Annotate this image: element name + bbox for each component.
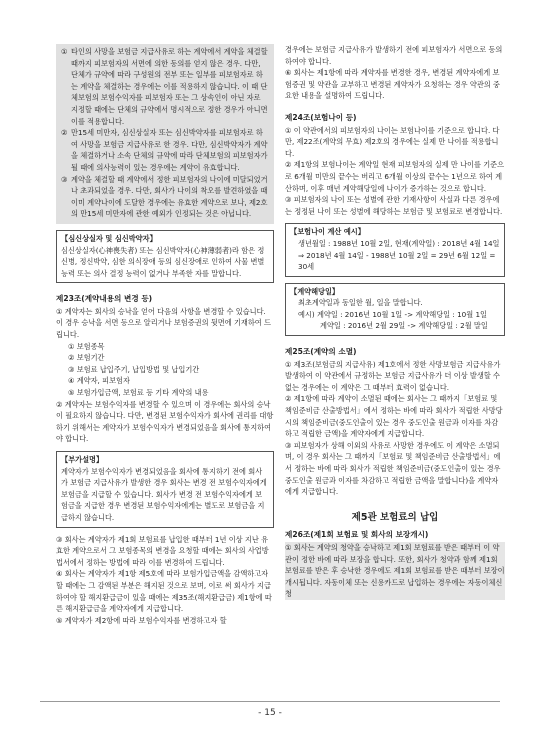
left-column [56, 44, 274, 626]
right-column [285, 44, 505, 600]
page-number: - 15 - [258, 708, 282, 718]
additional-explanation-box [56, 451, 274, 528]
void-condition-3 [61, 174, 269, 220]
article-24-para-3: ③ 피보험자의 나이 또는 성별에 관한 기재사항이 사실과 다른 경우에는 정정된 나이 또는 성별에 해당하는 보험금 및 보험료로 변경합니다. [285, 195, 503, 216]
section-title: 제5관 보험료의 납입 [351, 511, 439, 523]
box-body: 심신상실자(心神喪失者) 또는 심신박약자(心神薄弱者)라 함은 정신병, 정신박약, 심한 의식장애 등의 심신장애로 인하여 사물 변별 능력 또는 의사 결정 능력이 없거나 부족한 자를 말합니다. [61, 245, 265, 278]
item-number: ① [61, 47, 68, 56]
box-line: 예시) 계약일 : 2016년 10월 1일 -> 계약해당일 : 10월 1일 [298, 309, 487, 319]
list-item: ④ 계약자, 피보험자 [68, 376, 130, 386]
void-condition-2 [61, 127, 269, 173]
article-23-para-6: ⑥ 회사는 제1항에 따라 계약자를 변경한 경우, 변경된 계약자에게 보험증권 및 약관을 교부하고 변경된 계약자가 요청하는 경우 약관의 중요한 내용을 설명하여 드립니다. [285, 68, 500, 101]
definition-box [56, 230, 274, 283]
article-26-title: 제26조(제1회 보험료 및 회사의 보장개시) [285, 530, 429, 540]
item-number: ③ [61, 174, 68, 184]
article-25-para-2: ② 제1항에 따라 계약이 소멸된 때에는 회사는 그 때까지「보험료 및 책임준비금 산출방법서」에서 정하는 바에 따라 회사가 적립한 사망당시의 책임준비금(중도인출이 있는 경우 중도인출 원금과 이자를 차감하고 적립한 금액)을 계약자에게 지급합니다. [285, 394, 503, 439]
article-23-para-4: ④ 회사는 계약자가 제1항 제5호에 따라 보험가입금액을 감액하고자 할 때에는 그 감액된 부분은 해지된 것으로 보며, 이로 써 회사가 지급하여야 할 해지환급금이 있을 때에는 제35조(해지환급금) 제1항에 따른 해지환급금을 계약자에게 지급합니다. [56, 569, 272, 614]
void-condition-1 [61, 46, 269, 127]
changeable-items-list [56, 341, 274, 399]
box-line: 계약일 : 2016년 2월 29일 -> 계약해당일 : 2월 말일 [320, 321, 488, 331]
article-24-para-1: ① 이 약관에서의 피보험자의 나이는 보험나이를 기준으로 합니다. 다만, 제22조(계약의 무효) 제2호의 경우에는 실제 만 나이를 적용합니다. [285, 125, 500, 158]
box-line: ⇒ 2018년 4월 14일 - 1988년 10월 2일 = 29년 6월 12일 = 30세 [298, 250, 496, 272]
box-heading: 【심신상실자 및 심신박약자】 [61, 233, 157, 243]
article-23-title: 제23조(계약내용의 변경 등) [56, 294, 153, 304]
article-23-para-3: ③ 회사는 계약자가 제1회 보험료를 납입한 때부터 1년 이상 지난 유효한 계약으로서 그 보험종목의 변경을 요청할 때에는 회사의 사업방법서에서 정하는 방법에 따라 이를 변경하여 드립니다. [56, 534, 269, 567]
article-23-continued: 경우에는 보험금 지급사유가 발생하기 전에 피보험자가 서면으로 동의하여야 합니다. [285, 45, 503, 66]
article-25-para-1: ① 제3조(보험금의 지급사유) 제1호에서 정한 사망보험금 지급사유가 발생하여 이 약관에서 규정하는 보험금 지급사유가 더 이상 발생할 수 없는 경우에는 이 계약은 그 때부터 효력이 없습니다. [285, 359, 501, 392]
list-item: ③ 보험료 납입주기, 납입방법 및 납입기간 [68, 364, 200, 374]
void-conditions-block [56, 44, 274, 224]
article-23-para-2: ② 계약자는 보험수익자를 변경할 수 있으며 이 경우에는 회사의 승낙이 필요하지 않습니다. 다만, 변경된 보험수익자가 회사에 권리를 대항하기 위해서는 계약자가 보험수익자가 변경되었음을 회사에 통지하여야 합니다. [56, 399, 274, 444]
age-calculation-box [285, 223, 505, 276]
article-23-para-1: ① 계약자는 회사의 승낙을 얻어 다음의 사항을 변경할 수 있습니다. 이 경우 승낙을 서면 등으로 알리거나 보험증권의 뒷면에 기재하여 드립니다. [56, 306, 271, 340]
article-25-title: 제25조(계약의 소멸) [285, 347, 357, 357]
list-item: ① 보험종목 [68, 341, 105, 351]
box-heading: 【보험나이 계산 예시】 [290, 227, 365, 237]
article-23-para-5: ⑤ 계약자가 제2항에 따라 보험수익자를 변경하고자 할 [56, 615, 227, 625]
article-24-para-2: ② 제1항의 보험나이는 계약일 현재 피보험자의 실제 만 나이를 기준으로 6개월 미만의 끝수는 버리고 6개월 이상의 끝수는 1년으로 하여 계산하며, 이후 매년 계약해당일에 나이가 증가하는 것으로 합니다. [285, 160, 505, 193]
contract-anniversary-box [285, 283, 505, 336]
item-text: 타인의 사망을 보험금 지급사유로 하는 계약에서 계약을 체결할 때까지 피보험자의 서면에 의한 동의를 얻지 않은 경우. 다만, 단체가 규약에 따라 구성원의 전부 또는 일부를 피보험자로 하는 계약을 체결하는 경우에는 이를 적용하지 않습니다. 이 때 단체보험의 보험수익자를 피보험자 또는 그 상속인이 아닌 자로 지정할 때에는 단체의 규약에서 명시적으로 정한 경우가 아니면 이를 적용합니다. [71, 47, 268, 126]
list-item: ⑤ 보험가입금액, 보험료 등 기타 계약의 내용 [68, 388, 209, 398]
list-item: ② 보험기간 [68, 353, 105, 363]
article-26-para-1: ① 회사는 계약의 청약을 승낙하고 제1회 보험료를 받은 때부터 이 약관이 정한 바에 따라 보장을 합니다. 또한, 회사가 청약과 함께 제1회 보험료를 받은 후 승낙한 경우에도 제1회 보험료를 받은 때부터 보장이 개시됩니다. 자동이체 또는 신용카드로 납입하는 경우에는 자동이체신청 [285, 542, 505, 599]
box-line: 최초계약일과 동일한 월, 일을 말합니다. [298, 298, 423, 308]
article-24-title: 제24조(보험나이 등) [285, 112, 357, 122]
article-25-para-3: ③ 피보험자가 상해 이외의 사유로 사망한 경우에도 이 계약은 소멸되며, 이 경우 회사는 그 때까지「보험료 및 책임준비금 산출방법서」에서 정하는 바에 따라 회사가 적립한 책임준비금(중도인출이 있는 경우 중도인출 원금과 이자를 차감하고 적립한 금액을 말합니다)을 계약자에게 지급합니다. [285, 440, 501, 497]
box-line: 생년월일 : 1988년 10월 2일, 현재(계약일) : 2018년 4월 14일 [298, 238, 500, 248]
item-text: 만15세 미만자, 심신상실자 또는 심신박약자를 피보험자로 하여 사망을 보험금 지급사유로 한 경우. 다만, 심신박약자가 계약을 체결하거나 소속 단체의 규약에 따라 단체보험의 피보험자가 될 때에 의사능력이 있는 경우에는 계약이 유효합니다. [71, 128, 268, 172]
footer-divider [40, 701, 500, 702]
box-body: 계약자가 보험수익자가 변경되었음을 회사에 통지하기 전에 회사가 보험금 지급사유가 발생한 경우 회사는 변경 전 보험수익자에게 보험금을 지급할 수 있습니다. 회사가 변경 전 보험수익자에게 보험금을 지급한 경우 변경된 보험수익자에게는 별도로 보험금을 지급하지 않습니다. [61, 466, 267, 522]
item-number: ② [61, 128, 68, 138]
item-text: 계약을 체결할 때 계약에서 정한 피보험자의 나이에 미달되었거나 초과되었을 경우. 다만, 회사가 나이의 착오를 발견하였을 때 이미 계약나이에 도달한 경우에는 유효한 계약으로 보나, 제2호의 만15세 미만자에 관한 예외가 인정되는 것은 아닙니다. [71, 174, 268, 219]
box-heading: 【계약해당일】 [290, 286, 340, 296]
box-heading: 【부가설명】 [61, 455, 104, 464]
